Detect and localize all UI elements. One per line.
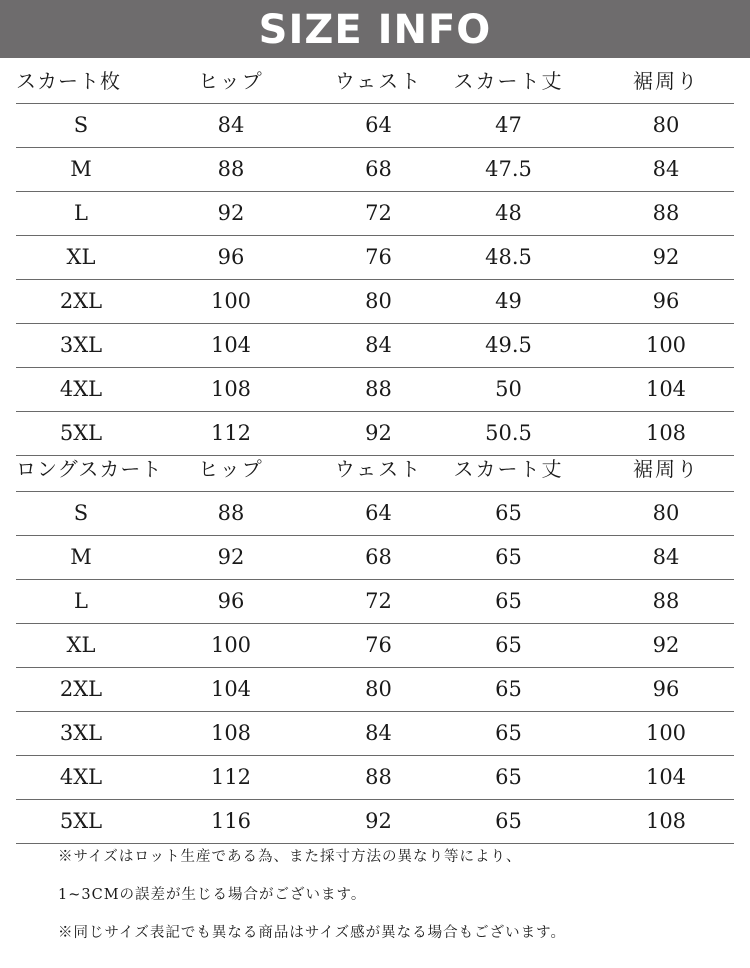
hem-cell: 80 xyxy=(652,501,680,525)
table-row xyxy=(16,324,734,368)
table-row xyxy=(16,536,734,580)
waist-cell: 76 xyxy=(365,633,392,657)
length-cell: 49.5 xyxy=(485,333,532,357)
column-header-waist: ウェスト xyxy=(334,457,423,481)
page-title: SIZE INFO xyxy=(258,7,492,53)
table-row xyxy=(16,492,734,536)
hem-cell: 88 xyxy=(652,589,680,613)
hem-cell: 100 xyxy=(645,721,687,745)
length-cell: 65 xyxy=(495,677,522,701)
length-cell: 65 xyxy=(495,589,522,613)
length-cell: 47.5 xyxy=(485,157,532,181)
hem-cell: 108 xyxy=(645,809,687,833)
column-header-waist: ウェスト xyxy=(334,69,423,93)
hip-cell: 88 xyxy=(217,501,245,525)
long-skirt-size-table xyxy=(16,448,734,844)
length-cell: 48 xyxy=(495,201,522,225)
waist-cell: 68 xyxy=(365,157,392,181)
hem-cell: 84 xyxy=(652,157,680,181)
waist-cell: 88 xyxy=(365,765,392,789)
hip-cell: 96 xyxy=(217,245,245,269)
table-row xyxy=(16,368,734,412)
size-info-banner xyxy=(0,0,750,58)
hip-cell: 92 xyxy=(217,201,245,225)
hem-cell: 96 xyxy=(652,289,680,313)
waist-cell: 80 xyxy=(365,289,392,313)
hip-cell: 108 xyxy=(210,377,252,401)
hip-cell: 112 xyxy=(210,765,252,789)
length-cell: 50 xyxy=(495,377,522,401)
waist-cell: 84 xyxy=(365,333,392,357)
column-header-hem: 裾周り xyxy=(633,69,699,93)
size-cell: L xyxy=(74,201,88,225)
column-header-length: スカート丈 xyxy=(453,69,564,93)
skirt-size-table xyxy=(16,60,734,456)
size-cell: 4XL xyxy=(59,377,103,401)
column-header-hem: 裾周り xyxy=(633,457,699,481)
table-row xyxy=(16,104,734,148)
hip-cell: 92 xyxy=(217,545,245,569)
table-row xyxy=(16,236,734,280)
size-notes xyxy=(58,838,738,952)
hip-cell: 88 xyxy=(217,157,245,181)
size-cell: S xyxy=(73,501,89,525)
table-row xyxy=(16,712,734,756)
note-line: ※同じサイズ表記でも異なる商品はサイズ感が異なる場合もございます。 xyxy=(58,925,567,941)
length-cell: 65 xyxy=(495,633,522,657)
table-row xyxy=(16,148,734,192)
length-cell: 47 xyxy=(495,113,522,137)
waist-cell: 80 xyxy=(365,677,392,701)
waist-cell: 64 xyxy=(365,501,392,525)
length-cell: 49 xyxy=(495,289,522,313)
hip-cell: 108 xyxy=(210,721,252,745)
length-cell: 65 xyxy=(495,809,522,833)
table-row xyxy=(16,192,734,236)
table-header-row xyxy=(16,60,734,104)
hip-cell: 100 xyxy=(210,289,252,313)
hem-cell: 84 xyxy=(652,545,680,569)
hip-cell: 96 xyxy=(217,589,245,613)
size-cell: 4XL xyxy=(59,765,103,789)
waist-cell: 88 xyxy=(365,377,392,401)
size-cell: 5XL xyxy=(59,421,103,445)
waist-cell: 84 xyxy=(365,721,392,745)
hem-cell: 96 xyxy=(652,677,680,701)
waist-cell: 92 xyxy=(365,421,392,445)
column-header-hip: ヒップ xyxy=(198,69,264,93)
waist-cell: 72 xyxy=(365,201,392,225)
column-header-type: スカート枚 xyxy=(16,69,121,93)
table-row xyxy=(16,756,734,800)
waist-cell: 92 xyxy=(365,809,392,833)
length-cell: 65 xyxy=(495,765,522,789)
hem-cell: 80 xyxy=(652,113,680,137)
size-cell: XL xyxy=(66,245,96,269)
hip-cell: 116 xyxy=(210,809,252,833)
column-header-length: スカート丈 xyxy=(453,457,564,481)
length-cell: 48.5 xyxy=(485,245,532,269)
waist-cell: 72 xyxy=(365,589,392,613)
size-cell: 5XL xyxy=(59,809,103,833)
waist-cell: 68 xyxy=(365,545,392,569)
table-row xyxy=(16,624,734,668)
size-cell: L xyxy=(74,589,88,613)
size-cell: M xyxy=(70,157,92,181)
size-cell: 2XL xyxy=(59,289,103,313)
hem-cell: 108 xyxy=(645,421,687,445)
hip-cell: 100 xyxy=(210,633,252,657)
hip-cell: 104 xyxy=(210,677,252,701)
hem-cell: 92 xyxy=(652,633,680,657)
table-row xyxy=(16,580,734,624)
hem-cell: 88 xyxy=(652,201,680,225)
note-line: ※サイズはロット生産である為、また採寸方法の異なり等により、 xyxy=(58,849,522,865)
size-cell: XL xyxy=(66,633,96,657)
column-header-type: ロングスカート xyxy=(16,457,163,481)
note-line: 1~3CMの誤差が生じる場合がございます。 xyxy=(58,887,367,903)
size-cell: 3XL xyxy=(59,721,103,745)
length-cell: 50.5 xyxy=(485,421,532,445)
hem-cell: 100 xyxy=(645,333,687,357)
table-row xyxy=(16,280,734,324)
length-cell: 65 xyxy=(495,501,522,525)
hem-cell: 92 xyxy=(652,245,680,269)
hip-cell: 84 xyxy=(217,113,245,137)
waist-cell: 64 xyxy=(365,113,392,137)
waist-cell: 76 xyxy=(365,245,392,269)
column-header-hip: ヒップ xyxy=(198,457,264,481)
hip-cell: 112 xyxy=(210,421,252,445)
hip-cell: 104 xyxy=(210,333,252,357)
table-header-row xyxy=(16,448,734,492)
size-cell: 2XL xyxy=(59,677,103,701)
hem-cell: 104 xyxy=(645,377,687,401)
length-cell: 65 xyxy=(495,545,522,569)
table-row xyxy=(16,668,734,712)
size-cell: M xyxy=(70,545,92,569)
size-cell: 3XL xyxy=(59,333,103,357)
size-cell: S xyxy=(73,113,89,137)
length-cell: 65 xyxy=(495,721,522,745)
hem-cell: 104 xyxy=(645,765,687,789)
